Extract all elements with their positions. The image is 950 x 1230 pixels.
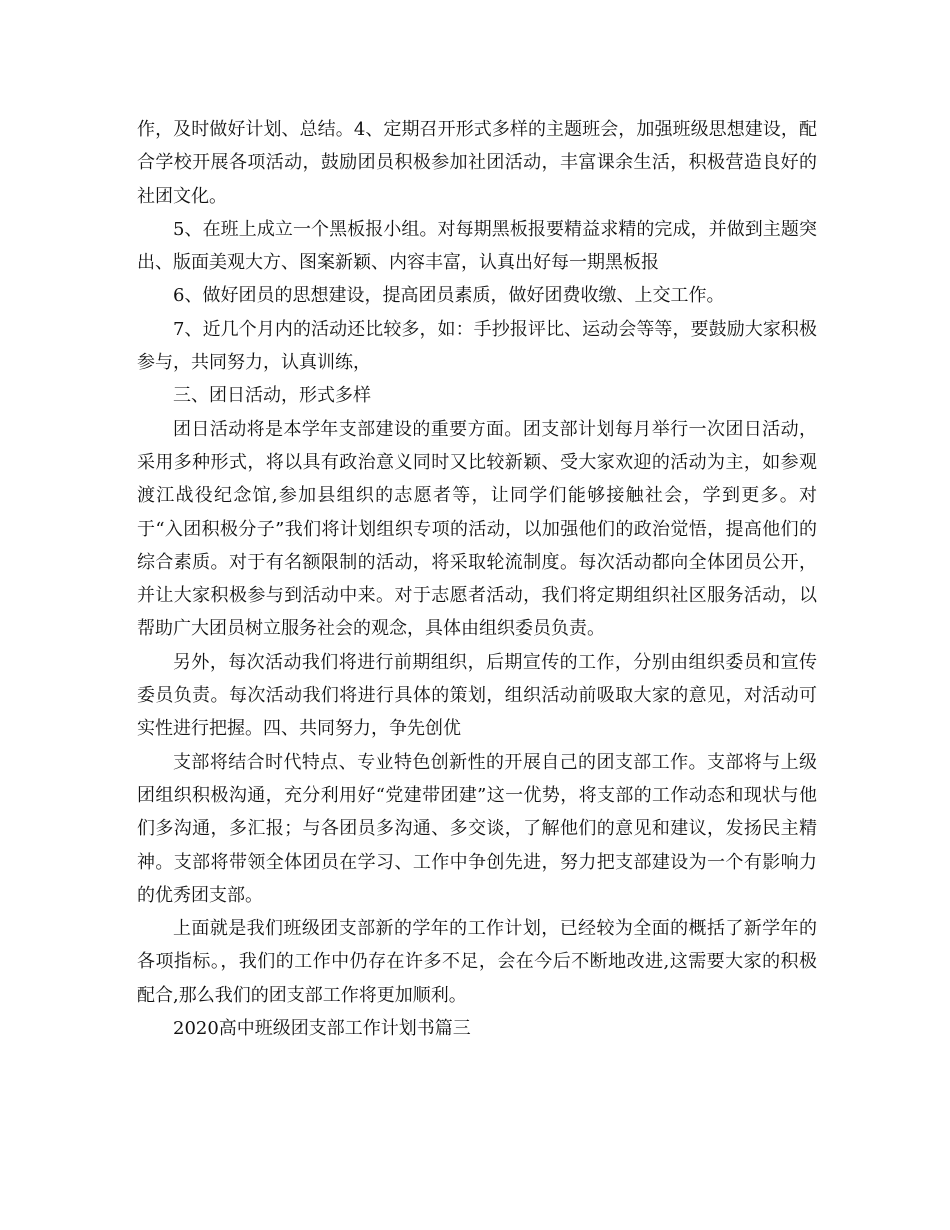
section-heading-3: 三、团日活动，形式多样	[173, 385, 371, 407]
paragraph-item-5: 5、在班上成立一个黑板报小组。对每期黑板报要精益求精的完成，并做到主题突出、版面美观大方、图案新颖、内容丰富，认真出好每一期黑板报	[137, 218, 817, 274]
paragraph-item-6: 6、做好团员的思想建设，提高团员素质，做好团费收缴、上交工作。	[173, 285, 725, 307]
paragraph-item-7: 7、近几个月内的活动还比较多，如：手抄报评比、运动会等等，要鼓励大家积极参与，共同努力，认真训练，	[137, 318, 817, 374]
paragraph-conclusion: 上面就是我们班级团支部新的学年的工作计划，已经较为全面的概括了新学年的各项指标。，我们的工作中仍存在许多不足，会在今后不断地改进,这需要大家的积极配合,那么我们的团支部工作将更加顺利。	[137, 918, 817, 1006]
paragraph-league-day: 团日活动将是本学年支部建设的重要方面。团支部计划每月举行一次团日活动，采用多种形式，将以具有政治意义同时又比较新颖、受大家欢迎的活动为主，如参观渡江战役纪念馆,参加县组织的志愿者等，让同学们能够接触社会，学到更多。对于“入团积极分子”我们将计划组织专项的活动，以加强他们的政治觉悟，提高他们的综合素质。对于有名额限制的活动，将采取轮流制度。每次活动都向全体团员公开，并让大家积极参与到活动中来。对于志愿者活动，我们将定期组织社区服务活动，以帮助广大团员树立服务社会的观念，具体由组织委员负责。	[137, 418, 817, 640]
paragraph-additionally: 另外，每次活动我们将进行前期组织，后期宣传的工作，分别由组织委员和宣传委员负责。每次活动我们将进行具体的策划，组织活动前吸取大家的意见，对活动可实性进行把握。四、共同努力，争先创优	[137, 651, 817, 740]
section-title-part-3: 2020高中班级团支部工作计划书篇三	[173, 1018, 471, 1040]
paragraph-branch-work: 支部将结合时代特点、专业特色创新性的开展自己的团支部工作。支部将与上级团组织积极沟通，充分利用好“党建带团建”这一优势，将支部的工作动态和现状与他们多沟通，多汇报；与各团员多沟通、多交谈，了解他们的意见和建议，发扬民主精神。支部将带领全体团员在学习、工作中争创先进，努力把支部建设为一个有影响力的优秀团支部。	[137, 751, 817, 906]
document-body	[137, 113, 817, 1045]
paragraph-continuation: 作，及时做好计划、总结。4、定期召开形式多样的主题班会，加强班级思想建设，配合学校开展各项活动，鼓励团员积极参加社团活动，丰富课余生活，积极营造良好的社团文化。	[137, 119, 817, 207]
